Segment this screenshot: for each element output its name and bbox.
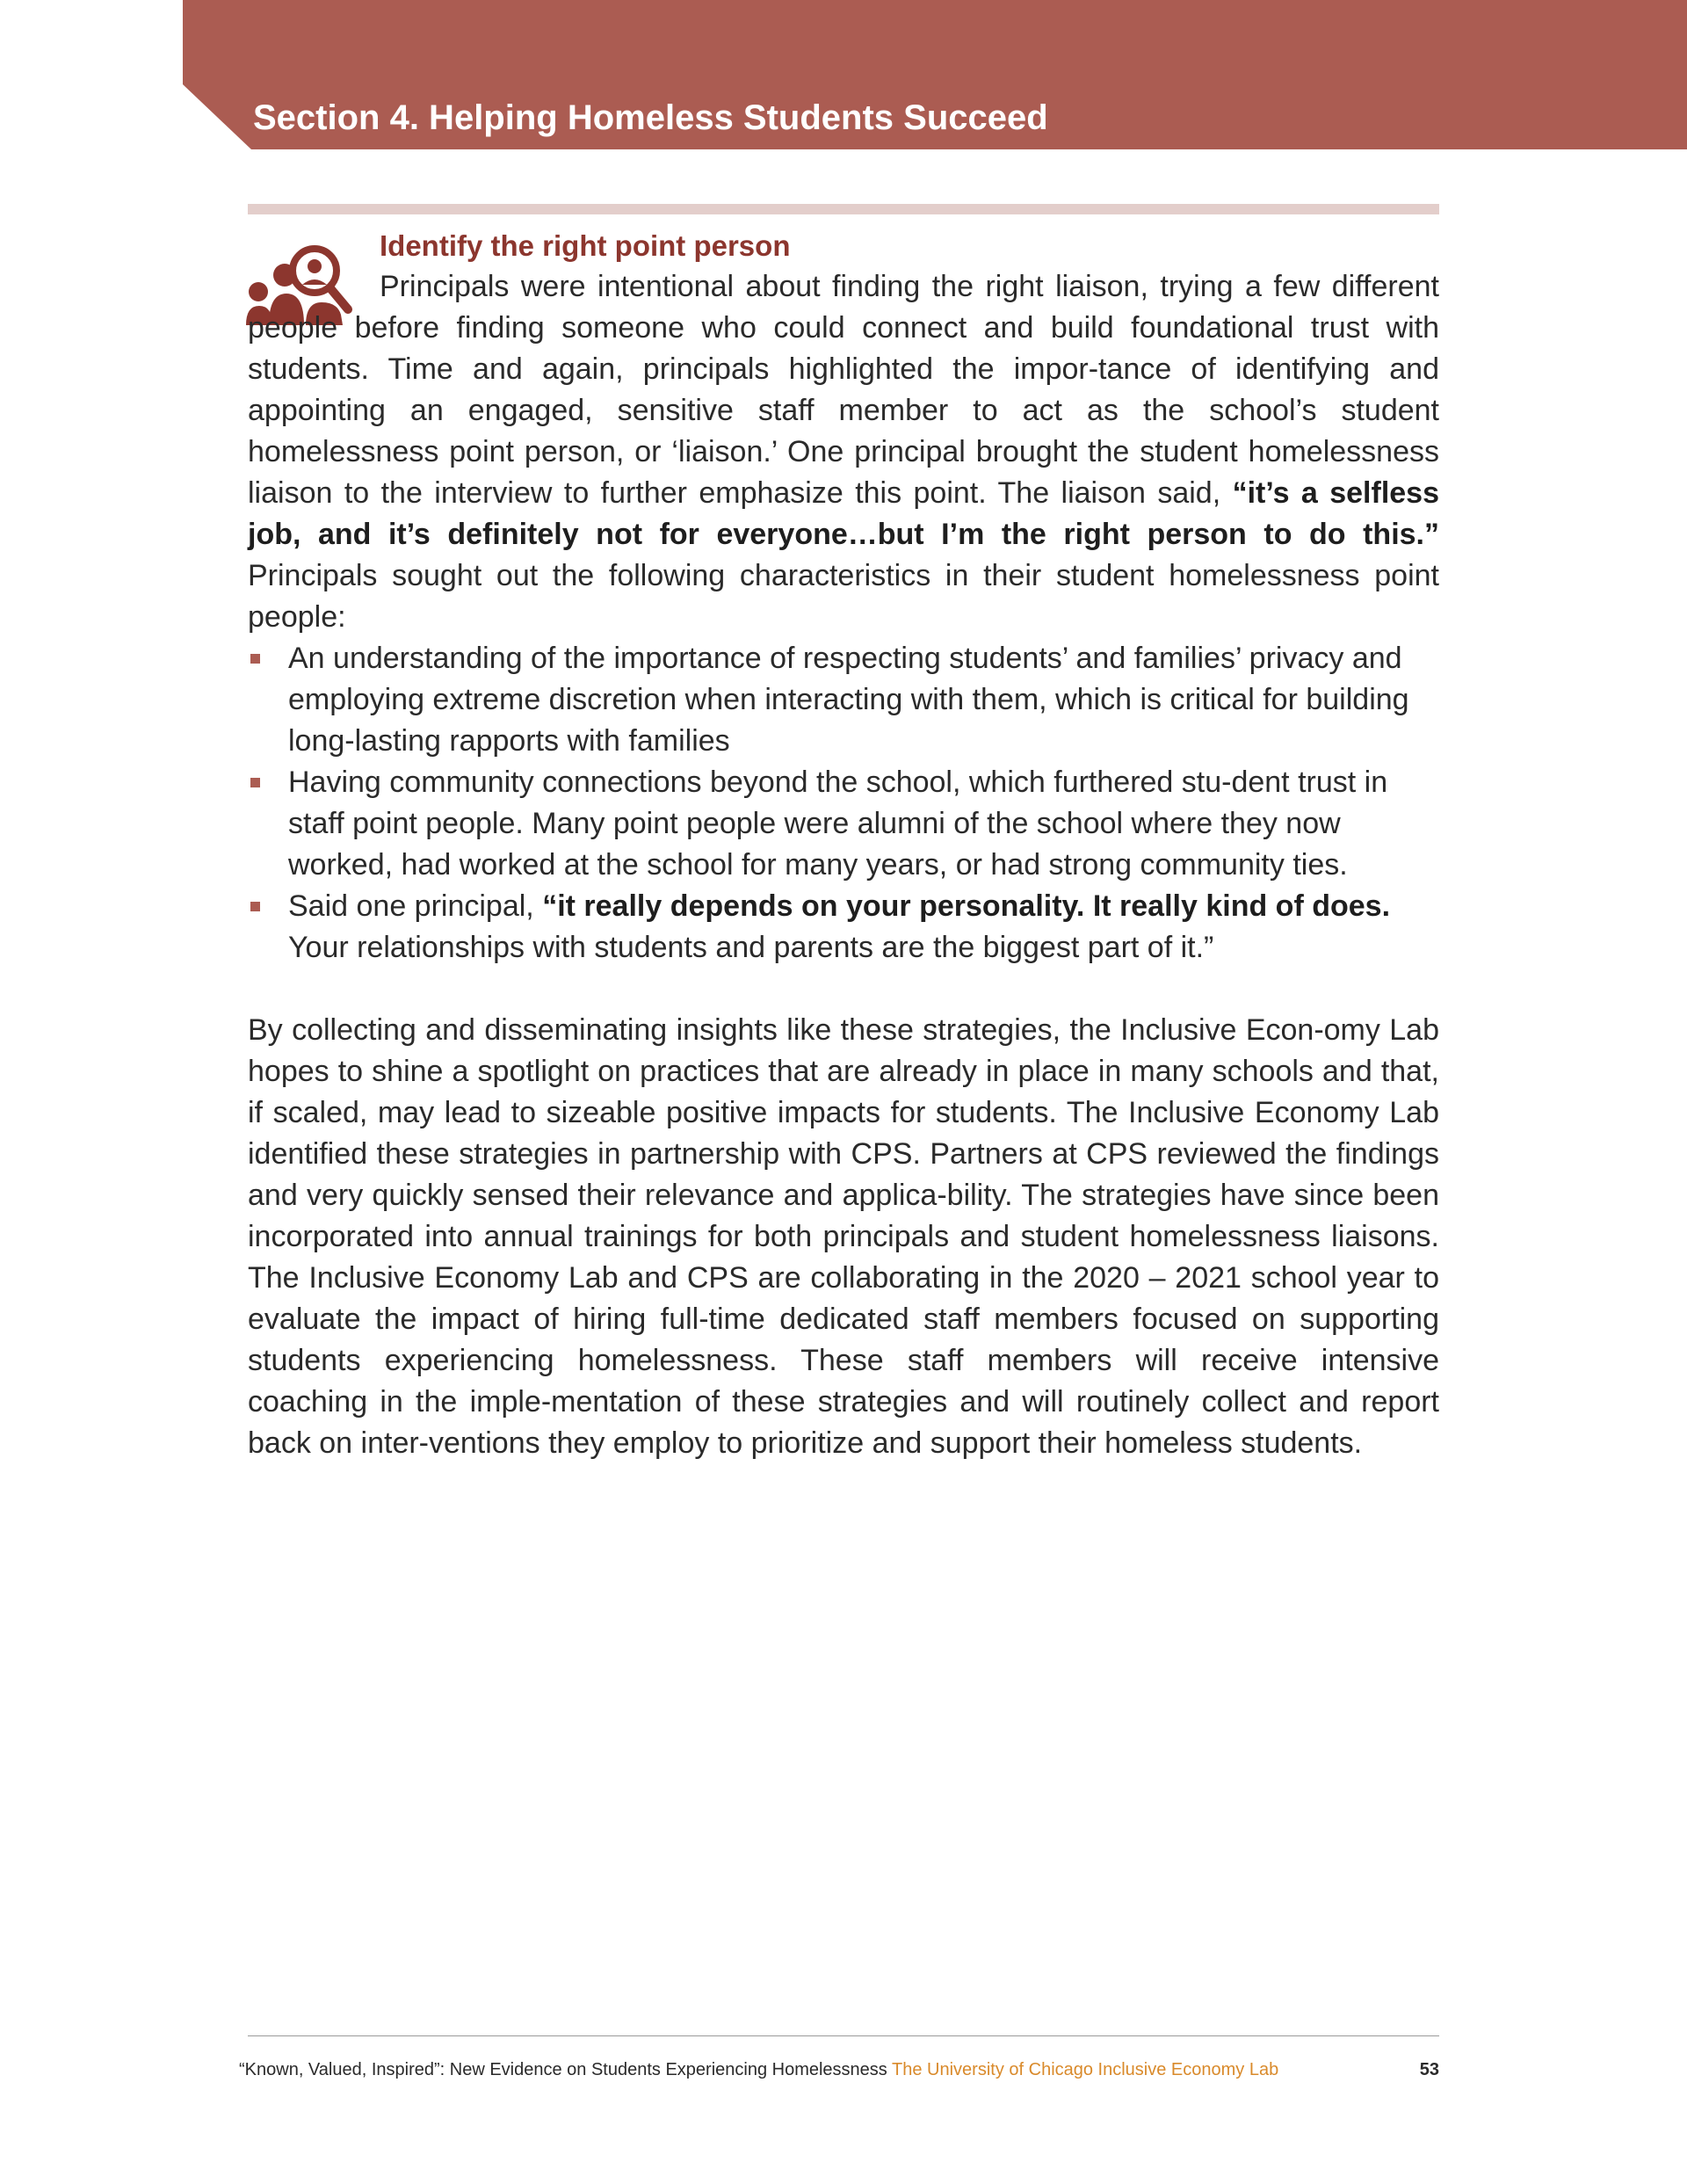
list-item: Having community connections beyond the school, which furthered stu-dent trust in staff point people. Many point people were alumni of the school where they now worked, had worked at the school for many years, or had strong community ties. [248, 762, 1439, 886]
footer-divider [248, 2035, 1439, 2036]
content [248, 225, 1439, 1464]
closing-paragraph: By collecting and disseminating insights like these strategies, the Inclusive Econ-omy Lab hopes to shine a spotlight on practices that are already in place in many schools and that, if scaled, may lead to sizeable positive impacts for students. The Inclusive Economy Lab identified these strategies in partnership with CPS. Partners at CPS reviewed the findings and very quickly sensed their relevance and applica-bility. The strategies have since been incorporated into annual trainings for both principals and student homelessness liaisons. The Inclusive Economy Lab and CPS are collaborating in the 2020 – 2021 school year to evaluate the impact of hiring full-time dedicated staff members focused on supporting students experiencing homelessness. These staff members will receive intensive coaching in the imple-mentation of these strategies and will routinely collect and report back on inter-ventions they employ to prioritize and support their homeless students. [248, 1013, 1439, 1460]
footer-organization: The University of Chicago Inclusive Economy Lab [892, 2060, 1279, 2079]
box-top-divider [248, 204, 1439, 214]
page-number: 53 [1419, 2060, 1439, 2079]
characteristics-list [248, 638, 1439, 969]
box-subheading: Identify the right point person [380, 229, 791, 262]
square-bullet [250, 654, 260, 664]
principal-quote: “it really depends on your personality. It really kind of does. [542, 889, 1391, 923]
list-item: An understanding of the importance of respecting students’ and families’ privacy and employing extreme discretion when interacting with them, which is critical for building long-lasting rapports with families [248, 638, 1439, 762]
list-item: Said one principal, “it really depends on your personality. It really kind of does. Your relationships with students and parents are the biggest part of it.” [248, 886, 1439, 969]
liaison-quote: “it’s a selfless job, and it’s definitely not for everyone…but I’m the right person to do this.” [248, 476, 1439, 551]
box-paragraph: Principals were intentional about finding the right liaison, trying a few different people before finding someone who could connect and build foundational trust with students. Time and again, principals highlighted the impor-tance of identifying and appointing an engaged, sensitive staff member to act as the school’s student homelessness point person, or ‘liaison.’ One principal brought the student homelessness liaison to the interview to further emphasize this point. The liaison said, “it’s a selfless job, and it’s definitely not for everyone…but I’m the right person to do this.” Principals sought out the following characteristics in their student homelessness point people: [248, 270, 1439, 634]
square-bullet [250, 778, 260, 787]
section-title: Section 4. Helping Homeless Students Succeed [253, 98, 1048, 137]
footer [239, 2057, 1439, 2083]
footer-publication: “Known, Valued, Inspired”: New Evidence on Students Experiencing Homelessness The University of Chicago Inclusive Economy Lab [239, 2060, 1279, 2079]
square-bullet [250, 902, 260, 911]
